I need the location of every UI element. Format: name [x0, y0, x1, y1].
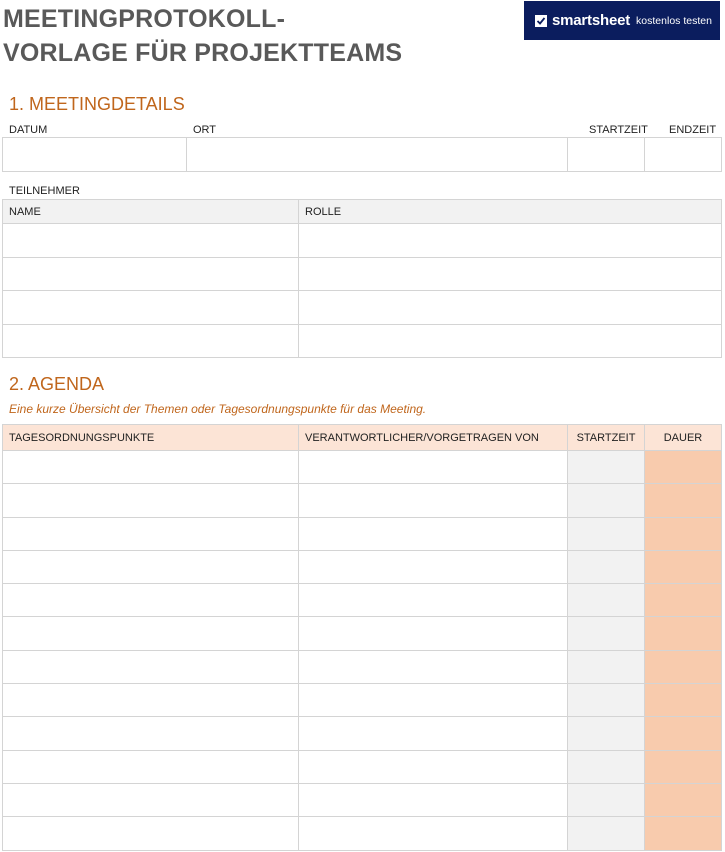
participant-row: [3, 257, 722, 291]
presenter-cell[interactable]: [299, 550, 568, 583]
start-time-cell[interactable]: [568, 617, 645, 650]
agenda-row: [3, 717, 722, 750]
header-startzeit: STARTZEIT: [568, 425, 645, 451]
label-teilnehmer: TEILNEHMER: [9, 185, 80, 197]
agenda-item-cell[interactable]: [3, 484, 299, 517]
participant-row: [3, 324, 722, 358]
agenda-item-cell[interactable]: [3, 550, 299, 583]
participant-name-cell[interactable]: [3, 291, 299, 325]
label-endzeit: ENDZEIT: [669, 124, 717, 136]
presenter-cell[interactable]: [299, 750, 568, 783]
agenda-row: [3, 783, 722, 816]
agenda-table: [2, 424, 722, 851]
agenda-row: [3, 617, 722, 650]
agenda-item-cell[interactable]: [3, 750, 299, 783]
agenda-item-cell[interactable]: [3, 717, 299, 750]
agenda-row: [3, 650, 722, 683]
duration-cell[interactable]: [645, 550, 722, 583]
duration-cell[interactable]: [645, 817, 722, 850]
agenda-row: [3, 817, 722, 850]
checkmark-icon: [535, 15, 547, 27]
header-rolle: ROLLE: [299, 200, 722, 224]
header-name: NAME: [3, 200, 299, 224]
duration-cell[interactable]: [645, 650, 722, 683]
agenda-item-cell[interactable]: [3, 451, 299, 484]
start-time-cell[interactable]: [568, 484, 645, 517]
presenter-cell[interactable]: [299, 650, 568, 683]
label-ort: ORT: [193, 124, 217, 136]
agenda-row: [3, 451, 722, 484]
duration-cell[interactable]: [645, 717, 722, 750]
start-time-cell[interactable]: [568, 684, 645, 717]
section-heading-meeting-details: 1. MEETINGDETAILS: [9, 94, 185, 114]
agenda-item-cell[interactable]: [3, 617, 299, 650]
start-time-cell[interactable]: [568, 550, 645, 583]
start-time-cell[interactable]: [568, 817, 645, 850]
agenda-row: [3, 750, 722, 783]
agenda-item-cell[interactable]: [3, 517, 299, 550]
smartsheet-logo-button[interactable]: [524, 1, 720, 40]
agenda-subtitle: Eine kurze Übersicht der Themen oder Tagesordnungspunkte für das Meeting.: [9, 402, 427, 416]
duration-cell[interactable]: [645, 617, 722, 650]
agenda-item-cell[interactable]: [3, 817, 299, 850]
endzeit-field[interactable]: [645, 138, 722, 172]
agenda-row: [3, 484, 722, 517]
meeting-details-table: [2, 137, 722, 172]
presenter-cell[interactable]: [299, 817, 568, 850]
presenter-cell[interactable]: [299, 517, 568, 550]
presenter-cell[interactable]: [299, 717, 568, 750]
section-heading-agenda: 2. AGENDA: [9, 374, 105, 394]
header-dauer: DAUER: [645, 425, 722, 451]
start-time-cell[interactable]: [568, 717, 645, 750]
presenter-cell[interactable]: [299, 584, 568, 617]
participant-name-cell[interactable]: [3, 224, 299, 258]
presenter-cell[interactable]: [299, 783, 568, 816]
presenter-cell[interactable]: [299, 484, 568, 517]
startzeit-field[interactable]: [568, 138, 645, 172]
datum-field[interactable]: [3, 138, 187, 172]
agenda-row: [3, 584, 722, 617]
duration-cell[interactable]: [645, 484, 722, 517]
header-tagesordnungspunkte: TAGESORDNUNGSPUNKTE: [3, 425, 299, 451]
agenda-item-cell[interactable]: [3, 783, 299, 816]
duration-cell[interactable]: [645, 750, 722, 783]
presenter-cell[interactable]: [299, 451, 568, 484]
participant-role-cell[interactable]: [299, 324, 722, 358]
participant-role-cell[interactable]: [299, 257, 722, 291]
participant-role-cell[interactable]: [299, 224, 722, 258]
document-title: [3, 2, 402, 70]
duration-cell[interactable]: [645, 684, 722, 717]
duration-cell[interactable]: [645, 783, 722, 816]
participant-row: [3, 291, 722, 325]
participant-role-cell[interactable]: [299, 291, 722, 325]
agenda-item-cell[interactable]: [3, 684, 299, 717]
agenda-item-cell[interactable]: [3, 584, 299, 617]
start-time-cell[interactable]: [568, 750, 645, 783]
agenda-item-cell[interactable]: [3, 650, 299, 683]
start-time-cell[interactable]: [568, 451, 645, 484]
participants-table: [2, 199, 722, 358]
start-time-cell[interactable]: [568, 584, 645, 617]
start-time-cell[interactable]: [568, 517, 645, 550]
participant-row: [3, 224, 722, 258]
agenda-row: [3, 517, 722, 550]
ort-field[interactable]: [187, 138, 568, 172]
title-line-2: VORLAGE FÜR PROJEKTTEAMS: [3, 39, 403, 67]
participant-name-cell[interactable]: [3, 257, 299, 291]
header-verantwortlicher: VERANTWORTLICHER/VORGETRAGEN VON: [299, 425, 568, 451]
logo-brand: smartsheet: [552, 12, 631, 29]
logo-cta: kostenlos testen: [636, 14, 712, 27]
duration-cell[interactable]: [645, 517, 722, 550]
agenda-row: [3, 684, 722, 717]
start-time-cell[interactable]: [568, 783, 645, 816]
label-startzeit: STARTZEIT: [589, 124, 648, 136]
presenter-cell[interactable]: [299, 617, 568, 650]
duration-cell[interactable]: [645, 584, 722, 617]
title-line-1: MEETINGPROTOKOLL-: [3, 5, 286, 33]
start-time-cell[interactable]: [568, 650, 645, 683]
presenter-cell[interactable]: [299, 684, 568, 717]
agenda-row: [3, 550, 722, 583]
label-datum: DATUM: [9, 124, 48, 136]
duration-cell[interactable]: [645, 451, 722, 484]
participant-name-cell[interactable]: [3, 324, 299, 358]
